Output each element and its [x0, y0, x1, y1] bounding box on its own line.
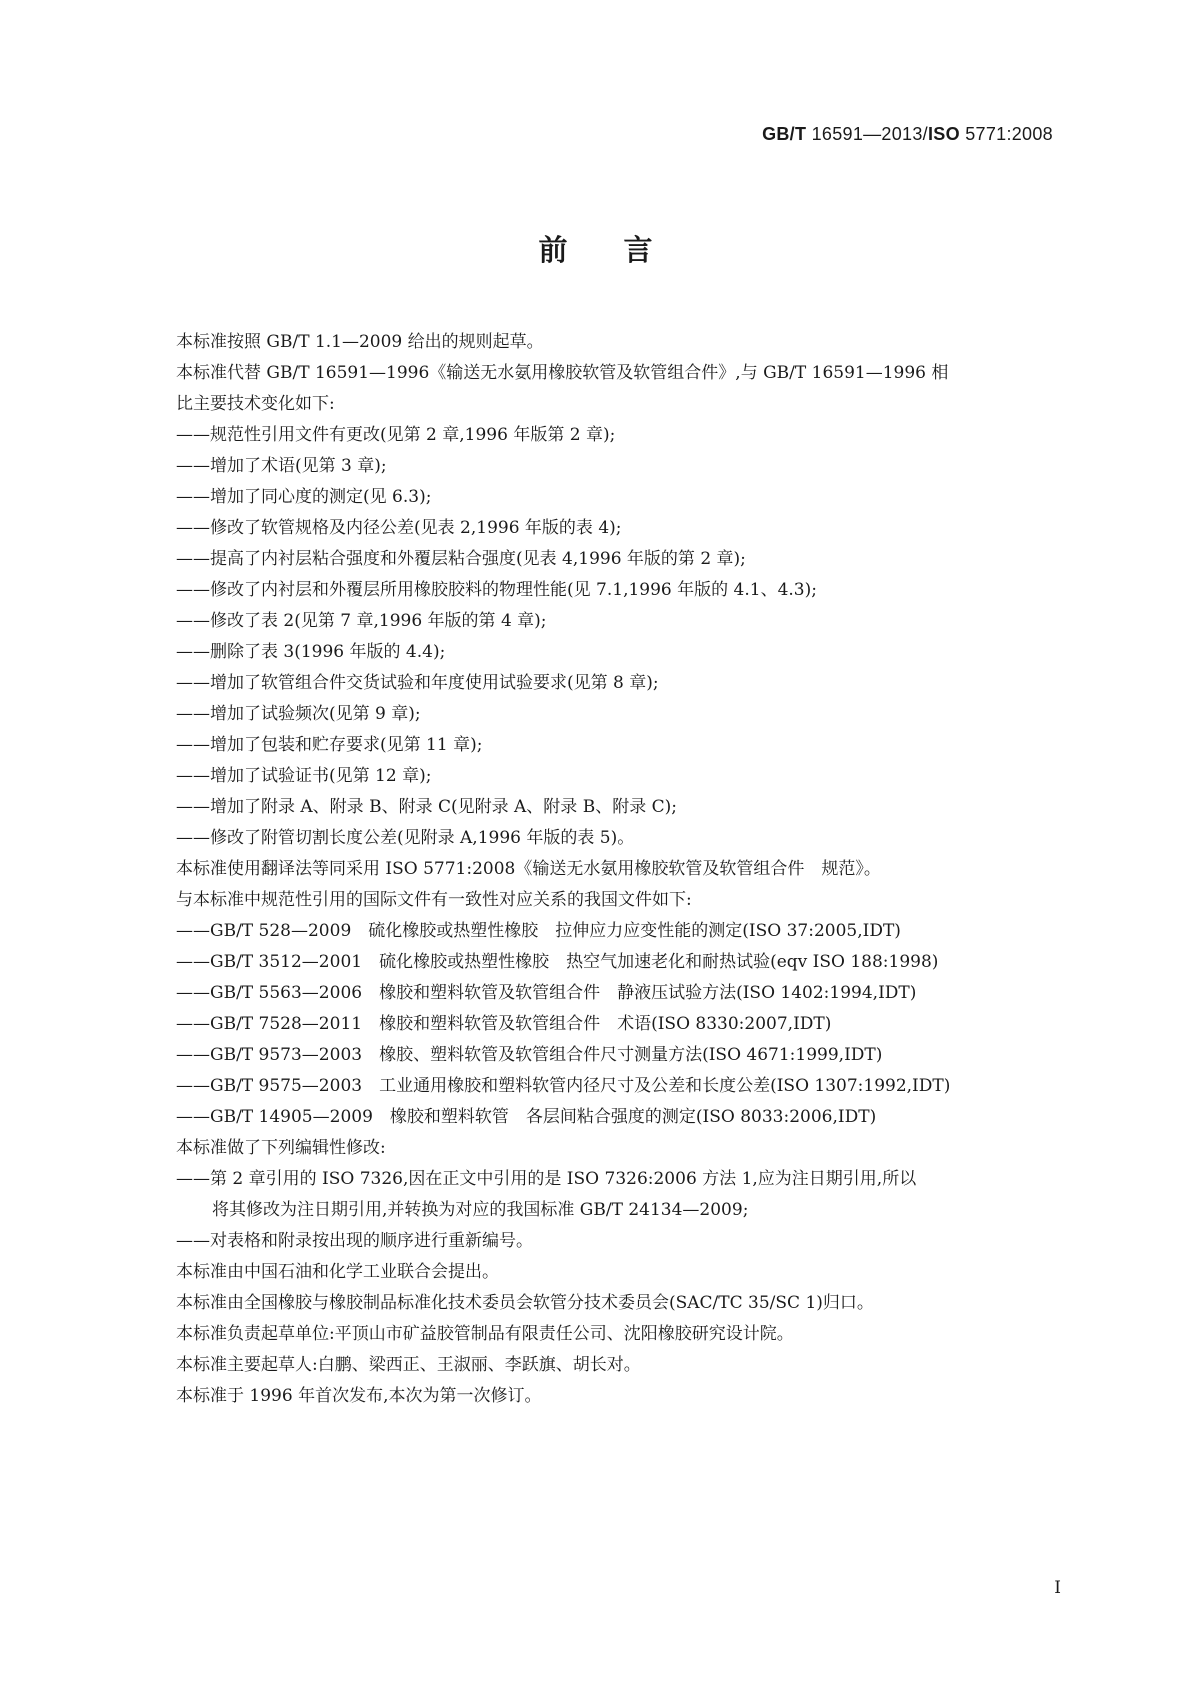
- header-iso-prefix: ISO: [927, 124, 960, 144]
- list-item: ——对表格和附录按出现的顺序进行重新编号。: [176, 1231, 533, 1251]
- paragraph-line: 本标准于 1996 年首次发布,本次为第一次修订。: [176, 1386, 542, 1406]
- header-iso-number: 5771:2008: [959, 124, 1053, 144]
- list-item: ——GB/T 9573—2003 橡胶、塑料软管及软管组合件尺寸测量方法(ISO 4671:1999,IDT): [176, 1045, 883, 1065]
- list-item: ——修改了附管切割长度公差(见附录 A,1996 年版的表 5)。: [176, 828, 635, 848]
- list-item: ——规范性引用文件有更改(见第 2 章,1996 年版第 2 章);: [176, 425, 616, 445]
- list-item: ——GB/T 528—2009 硫化橡胶或热塑性橡胶 拉伸应力应变性能的测定(ISO 37:2005,IDT): [176, 921, 901, 941]
- list-item: ——修改了表 2(见第 7 章,1996 年版的第 4 章);: [176, 611, 547, 631]
- paragraph-line: 本标准按照 GB/T 1.1—2009 给出的规则起草。: [176, 332, 544, 352]
- paragraph-line: 本标准使用翻译法等同采用 ISO 5771:2008《输送无水氨用橡胶软管及软管组合件 规范》。: [176, 859, 881, 879]
- paragraph-line: 本标准由中国石油和化学工业联合会提出。: [176, 1262, 499, 1282]
- list-item: ——增加了同心度的测定(见 6.3);: [176, 487, 432, 507]
- list-item: ——修改了内衬层和外覆层所用橡胶胶料的物理性能(见 7.1,1996 年版的 4.1、4.3);: [176, 580, 817, 600]
- list-item: ——第 2 章引用的 ISO 7326,因在正文中引用的是 ISO 7326:2006 方法 1,应为注日期引用,所以: [176, 1169, 917, 1189]
- paragraph-line: 本标准代替 GB/T 16591—1996《输送无水氨用橡胶软管及软管组合件》,与 GB/T 16591—1996 相: [176, 363, 949, 383]
- list-item: ——修改了软管规格及内径公差(见表 2,1996 年版的表 4);: [176, 518, 622, 538]
- page-number: I: [1054, 1578, 1061, 1598]
- paragraph-line: 本标准由全国橡胶与橡胶制品标准化技术委员会软管分技术委员会(SAC/TC 35/SC 1)归口。: [176, 1293, 874, 1313]
- list-item: ——增加了包装和贮存要求(见第 11 章);: [176, 735, 483, 755]
- list-item: ——GB/T 7528—2011 橡胶和塑料软管及软管组合件 术语(ISO 8330:2007,IDT): [176, 1014, 832, 1034]
- list-item: ——增加了试验证书(见第 12 章);: [176, 766, 432, 786]
- list-item: ——增加了附录 A、附录 B、附录 C(见附录 A、附录 B、附录 C);: [176, 797, 677, 817]
- list-item-continuation: 将其修改为注日期引用,并转换为对应的我国标准 GB/T 24134—2009;: [212, 1200, 749, 1220]
- document-code-header: [762, 124, 1053, 145]
- list-item: ——删除了表 3(1996 年版的 4.4);: [176, 642, 446, 662]
- paragraph-continuation: 比主要技术变化如下:: [176, 394, 335, 414]
- paragraph-line: 本标准做了下列编辑性修改:: [176, 1138, 386, 1158]
- paragraph-line: 本标准负责起草单位:平顶山市矿益胶管制品有限责任公司、沈阳橡胶研究设计院。: [176, 1324, 794, 1344]
- list-item: ——GB/T 3512—2001 硫化橡胶或热塑性橡胶 热空气加速老化和耐热试验(eqv ISO 188:1998): [176, 952, 939, 972]
- foreword-body: [176, 327, 1058, 1412]
- list-item: ——增加了术语(见第 3 章);: [176, 456, 387, 476]
- page-title: 前言: [538, 233, 709, 267]
- paragraph-line: 与本标准中规范性引用的国际文件有一致性对应关系的我国文件如下:: [176, 890, 692, 910]
- header-gb-prefix: GB/T: [762, 124, 807, 144]
- list-item: ——GB/T 9575—2003 工业通用橡胶和塑料软管内径尺寸及公差和长度公差(ISO 1307:1992,IDT): [176, 1076, 951, 1096]
- header-gb-number: 16591—2013/: [806, 124, 928, 144]
- list-item: ——增加了试验频次(见第 9 章);: [176, 704, 421, 724]
- list-item: ——增加了软管组合件交货试验和年度使用试验要求(见第 8 章);: [176, 673, 659, 693]
- list-item: ——GB/T 5563—2006 橡胶和塑料软管及软管组合件 静液压试验方法(ISO 1402:1994,IDT): [176, 983, 917, 1003]
- list-item: ——提高了内衬层粘合强度和外覆层粘合强度(见表 4,1996 年版的第 2 章);: [176, 549, 746, 569]
- list-item: ——GB/T 14905—2009 橡胶和塑料软管 各层间粘合强度的测定(ISO 8033:2006,IDT): [176, 1107, 877, 1127]
- paragraph-line: 本标准主要起草人:白鹏、梁西正、王淑丽、李跃旗、胡长对。: [176, 1355, 641, 1375]
